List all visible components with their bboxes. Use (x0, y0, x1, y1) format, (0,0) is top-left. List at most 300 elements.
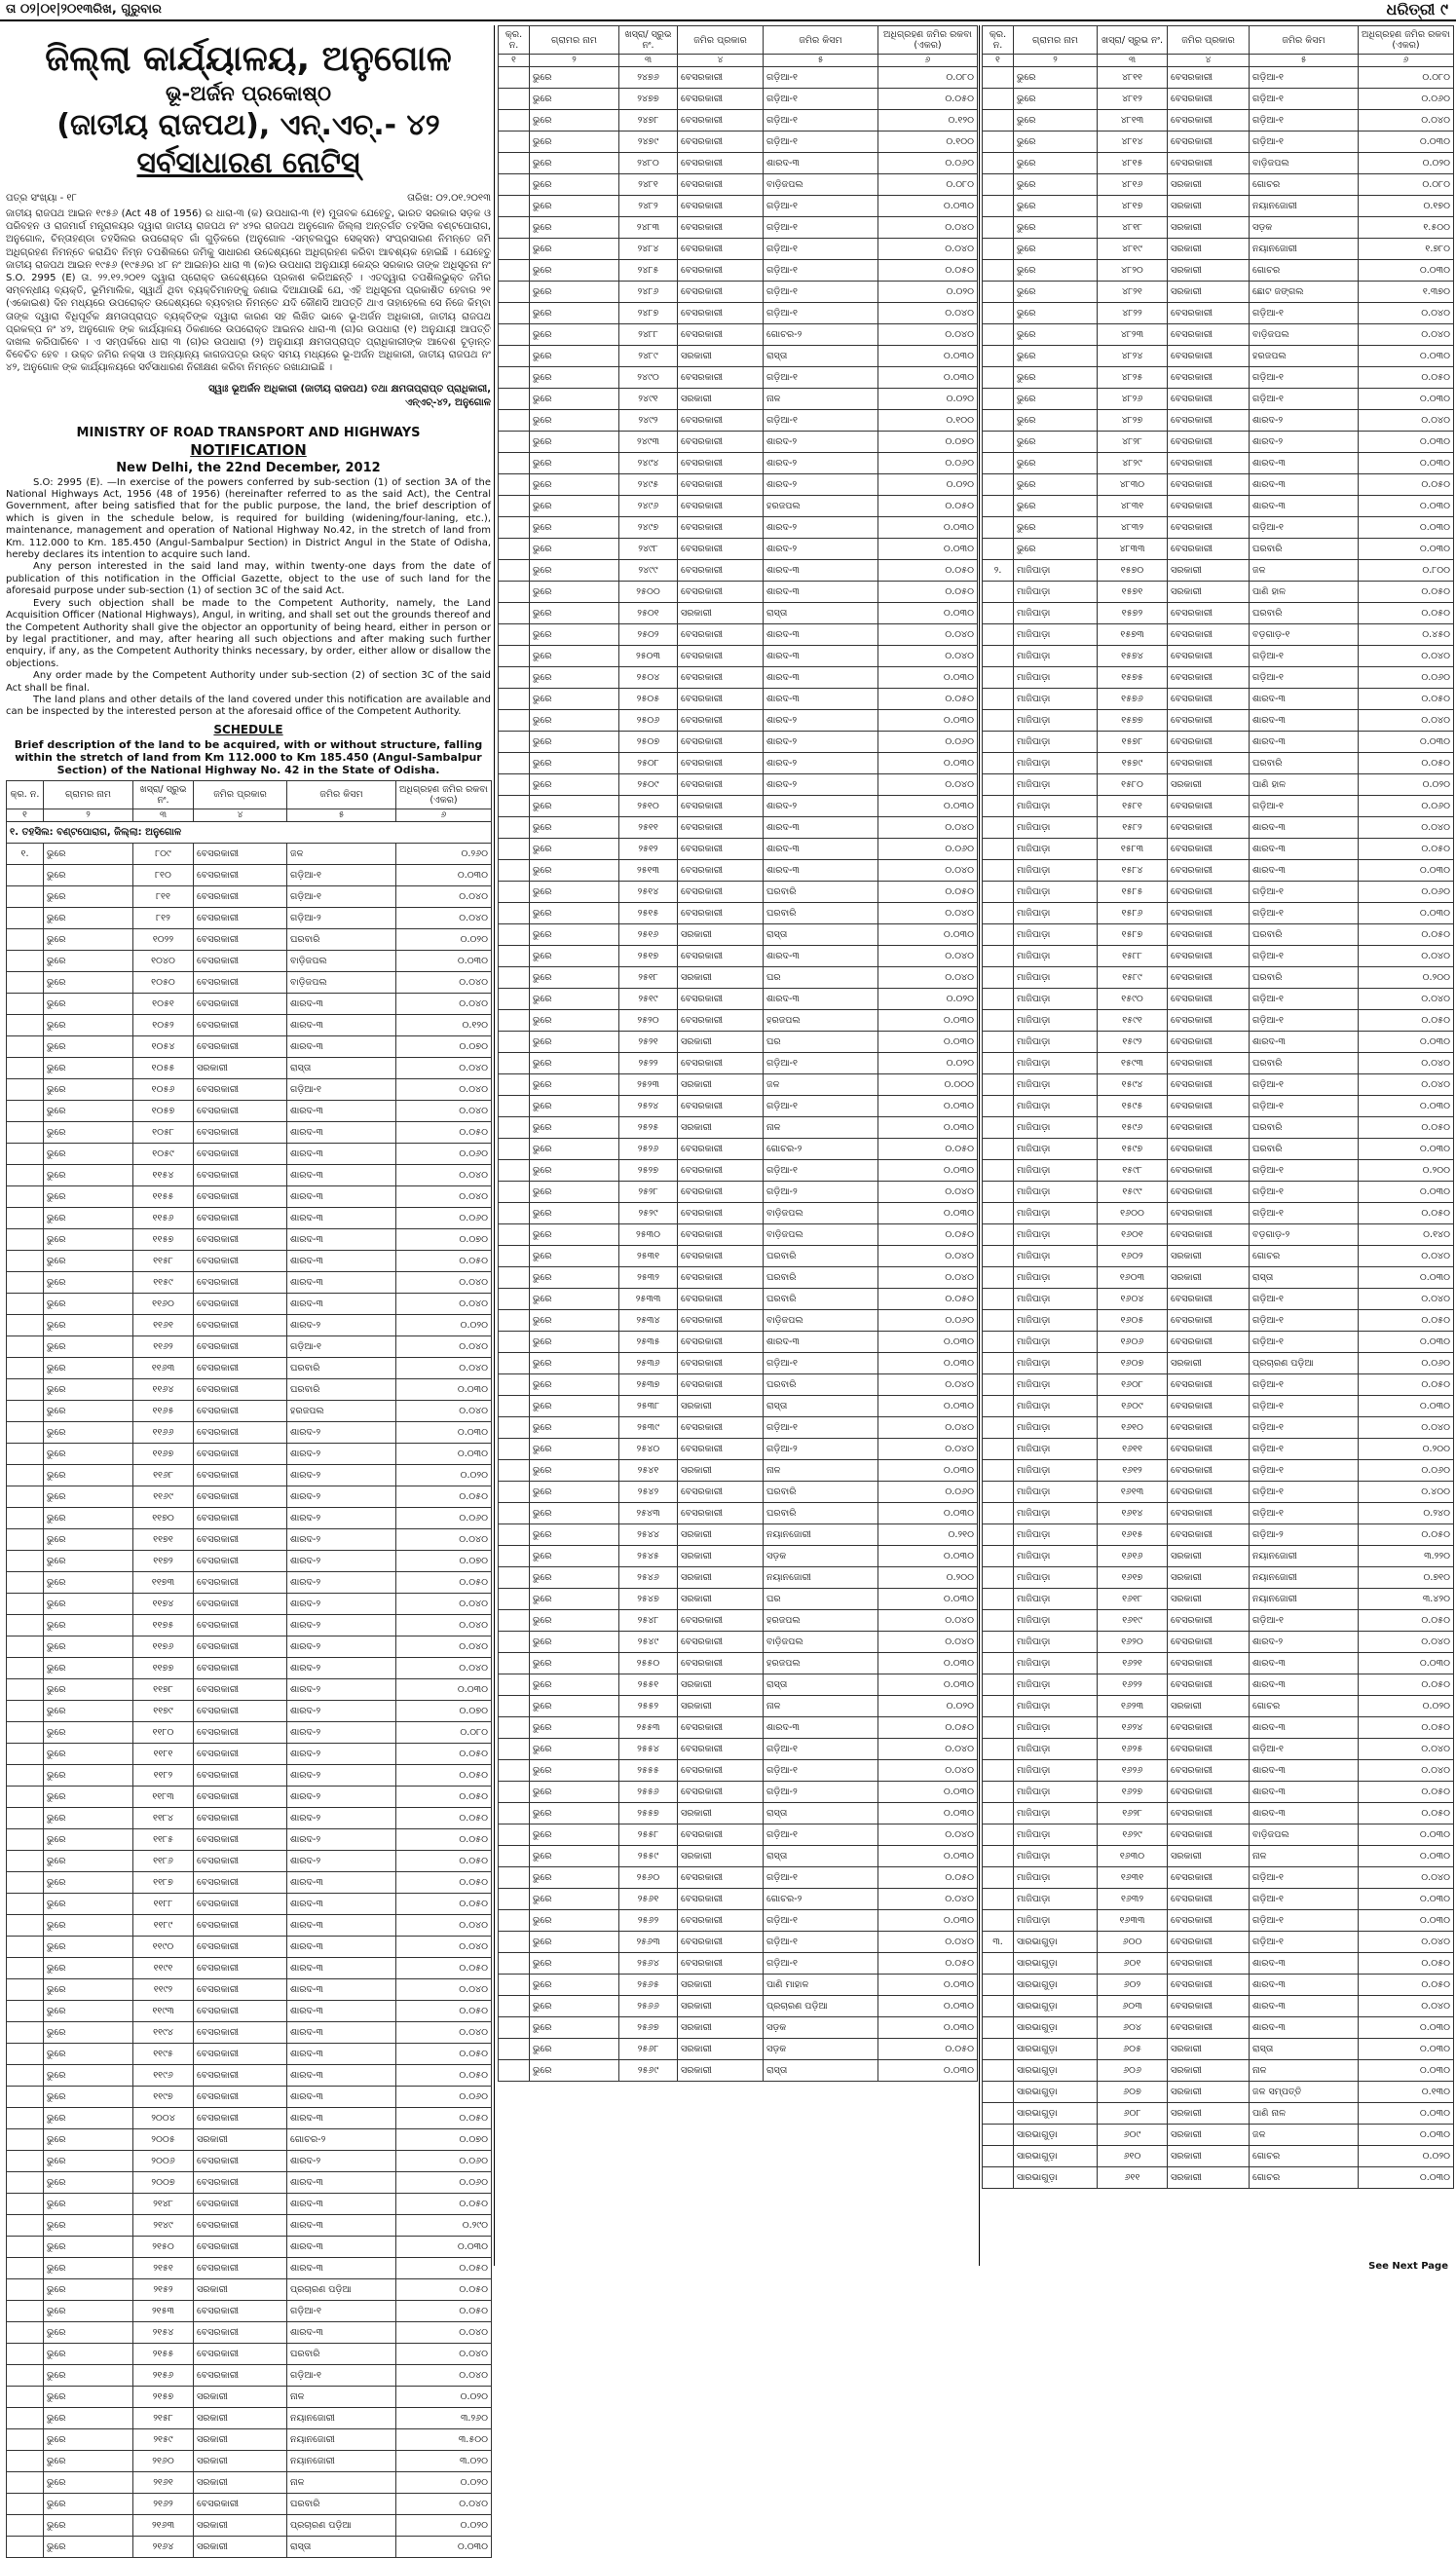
cell-kisam: ଗୋଚର (1250, 1246, 1359, 1267)
table-row (983, 817, 1454, 839)
cell-area: ୦.୨୦୦ (1359, 1160, 1454, 1182)
cell-village: ଭୁରେ (44, 1464, 133, 1486)
cell-village: ଭୁରେ (530, 1889, 619, 1910)
cell-type: ବେସରକାରୀ (194, 2064, 287, 2086)
cell-plot: ୨୫୩୨ (619, 1267, 678, 1289)
cell-area: ୦.୦୫୦ (878, 1224, 978, 1246)
cell-kisam: ଶାରଦ-୩ (287, 1293, 396, 1314)
cell-type: ବେସରକାରୀ (678, 1417, 764, 1439)
cell-sl (983, 282, 1014, 303)
cell-village: ଭୁରେ (44, 1871, 133, 1893)
cell-village: ଭୁରେ (530, 1267, 619, 1289)
cell-type: ବେସରକାରୀ (678, 110, 764, 132)
cell-village: ଭୁରେ (44, 1764, 133, 1786)
cell-kisam: ଶାରଦ-୨ (287, 1700, 396, 1721)
cell-sl (499, 2060, 530, 2082)
cell-area: ୦.୦୬୦ (1359, 1353, 1454, 1374)
cell-plot: ୨୪୮୯ (619, 346, 678, 367)
cell-type: ସରକାରୀ (678, 1589, 764, 1610)
cell-sl (983, 839, 1014, 860)
table-row (7, 1486, 492, 1507)
column-number: ୨ (44, 809, 133, 821)
table-row (499, 796, 978, 817)
cell-plot: ୨୦୦୬ (133, 2150, 194, 2171)
cell-plot: ୧୬୨୫ (1098, 1739, 1168, 1760)
cell-kisam: ପ୍ରଚାରଣ ପଡ଼ିଆ (287, 2278, 396, 2300)
cell-plot: ୬୦୫ (1098, 2039, 1168, 2060)
cell-area: ୦.୦୫୦ (1359, 1524, 1454, 1546)
cell-village: ଭୁରେ (530, 946, 619, 967)
table-row (7, 1614, 492, 1636)
cell-plot: ୨୫୪୧ (619, 1460, 678, 1482)
table-row (983, 2017, 1454, 2039)
column-number: ୨ (530, 55, 619, 67)
table-row (499, 1289, 978, 1310)
cell-area: ୦.୨୦୦ (1359, 1439, 1454, 1460)
cell-area: ୦.୦୩୦ (878, 367, 978, 389)
cell-type: ସରକାରୀ (1168, 1546, 1250, 1567)
cell-type: ବେସରକାରୀ (1168, 1482, 1250, 1503)
cell-sl (983, 1610, 1014, 1632)
cell-village: ଭୁରେ (530, 517, 619, 539)
cell-plot: ୧୬୧୨ (1098, 1460, 1168, 1482)
cell-type: ବେସରକାରୀ (678, 1332, 764, 1353)
cell-plot: ୧୬୦୫ (1098, 1310, 1168, 1332)
cell-kisam: ଶାରଦ-୨ (287, 1443, 396, 1464)
cell-area: ୦.୦୨୦ (396, 2471, 492, 2493)
cell-village: ଭୁରେ (530, 1567, 619, 1589)
cell-sl (7, 1378, 44, 1400)
cell-area: ୦.୦୩୦ (396, 2236, 492, 2257)
cell-plot: ୪୮୩୨ (1098, 517, 1168, 539)
cell-village: ଭୁରେ (44, 1507, 133, 1528)
cell-area: ୦.୦୫୦ (396, 2278, 492, 2300)
cell-type: ସରକାରୀ (678, 1396, 764, 1417)
cell-type: ସରକାରୀ (194, 2386, 287, 2407)
cell-area: ୦.୦୫୦ (878, 689, 978, 710)
cell-village: ମାଜିପାଡ଼ା (1014, 1503, 1098, 1524)
notice-title: ସର୍ବସାଧାରଣ ନୋଟିସ୍ (136, 146, 360, 180)
table-row (983, 839, 1454, 860)
cell-village: ମାଜିପାଡ଼ା (1014, 1203, 1098, 1224)
table-row (499, 67, 978, 89)
cell-area: ୦.୦୪୦ (878, 860, 978, 882)
cell-type: ସରକାରୀ (1168, 1846, 1250, 1867)
cell-area: ୦.୦୪୦ (396, 1100, 492, 1121)
cell-type: ବେସରକାରୀ (1168, 1160, 1250, 1182)
table-row (983, 1739, 1454, 1760)
table-row (983, 2103, 1454, 2125)
cell-plot: ୨୫୨୯ (619, 1203, 678, 1224)
cell-plot: ୨୫୪୪ (619, 1524, 678, 1546)
notification-paragraph: Every such objection shall be made to the Competent Authority, namely, the Land Acquisition Officer (National Highways), Angul, in writing, and shall set out the grounds thereof and the Competent Authority shall give the objector an opportunity of being heard, either in person or by legal practitioner, and may, after hearing all such objections and after making such further enquiry, if any, as the Competent Authority thinks necessary, by order, either allow or disallow the objections. (6, 597, 491, 669)
cell-type: ବେସରକାରୀ (678, 1503, 764, 1524)
page-header (0, 0, 1456, 21)
cell-plot: ୪୮୩୦ (1098, 474, 1168, 496)
cell-sl (7, 1057, 44, 1078)
cell-area: ୦.୦୩୦ (396, 1678, 492, 1700)
cell-type: ବେସରକାରୀ (1168, 667, 1250, 689)
cell-kisam: ଶାରଦ-୩ (287, 2214, 396, 2236)
cell-sl (499, 1096, 530, 1117)
table-row (983, 646, 1454, 667)
cell-plot: ୨୧୫୧ (133, 2257, 194, 2278)
table-row (499, 1417, 978, 1439)
cell-area: ୦.୦୩୦ (1359, 1096, 1454, 1117)
cell-kisam: ଗଡ଼ିଆ-୧ (1250, 667, 1359, 689)
cell-type: ସରକାରୀ (678, 1996, 764, 2017)
cell-village: ଭୁରେ (530, 1589, 619, 1610)
cell-village: ଭୁରେ (530, 1246, 619, 1267)
table-row (7, 1143, 492, 1164)
table-row (499, 624, 978, 646)
cell-sl (7, 1828, 44, 1850)
cell-sl (499, 667, 530, 689)
cell-area: ୦.୦୩୦ (1359, 432, 1454, 453)
table-row (983, 410, 1454, 432)
cell-village: ଭୁରେ (44, 2021, 133, 2043)
table-row (499, 474, 978, 496)
cell-area: ୩.୫୦୦ (396, 2428, 492, 2450)
cell-type: ବେସରକାରୀ (678, 710, 764, 732)
cell-kisam: ଘରବାରି (764, 1267, 878, 1289)
cell-plot: ୨୪୮୦ (619, 153, 678, 174)
cell-kisam: ଶାରଦ-୩ (764, 689, 878, 710)
table-row (983, 1439, 1454, 1460)
cell-village: ଭୁରେ (530, 2060, 619, 2082)
cell-sl (499, 710, 530, 732)
cell-kisam: ଗୋଚର-୨ (764, 324, 878, 346)
cell-village: ଭୁରେ (530, 1739, 619, 1760)
cell-type: ବେସରକାରୀ (678, 1374, 764, 1396)
table-row (7, 2086, 492, 2107)
cell-plot: ୨୧୪୮ (133, 2193, 194, 2214)
cell-kisam: ଶାରଦ-୩ (1250, 1953, 1359, 1975)
cell-village: ଭୁରେ (44, 1100, 133, 1121)
table-row (7, 864, 492, 885)
cell-kisam: ରାସ୍ତା (764, 346, 878, 367)
cell-area: ୦.୦୩୦ (1359, 2039, 1454, 2060)
cell-kisam: ବାଡ଼ିଜପଲ (764, 1310, 878, 1332)
table-row (499, 967, 978, 989)
cell-plot: ୧୧୮୩ (133, 1786, 194, 1807)
schedule-table-left (6, 780, 492, 2558)
cell-sl (7, 2493, 44, 2514)
cell-kisam: ରାସ୍ତା (1250, 2039, 1359, 2060)
cell-sl (499, 946, 530, 967)
cell-plot: ୧୧୬୬ (133, 1421, 194, 1443)
cell-village: ଭୁରେ (1014, 517, 1098, 539)
cell-type: ବେସରକାରୀ (1168, 2017, 1250, 2039)
cell-type: ବେସରକାରୀ (194, 2193, 287, 2214)
cell-sl (7, 2407, 44, 2428)
cell-sl (983, 1589, 1014, 1610)
cell-sl (983, 496, 1014, 517)
cell-area: ୦.୦୫୦ (396, 2193, 492, 2214)
cell-kisam: ଶାରଦ-୩ (287, 2086, 396, 2107)
section-row (7, 821, 492, 843)
column-number: ୨ (1014, 55, 1098, 67)
cell-sl (499, 603, 530, 624)
cell-area: ୦.୦୪୦ (878, 1889, 978, 1910)
cell-sl (499, 1653, 530, 1674)
cell-plot: ୧୬୨୧ (1098, 1653, 1168, 1674)
table-row (983, 860, 1454, 882)
cell-area: ୦.୦୫୦ (1359, 1310, 1454, 1332)
cell-kisam: ଗଡ଼ିଆ-୧ (1250, 1160, 1359, 1182)
cell-sl (7, 1185, 44, 1207)
table-row (499, 732, 978, 753)
cell-plot: ୨୧୫୩ (133, 2300, 194, 2321)
table-row (499, 1160, 978, 1182)
cell-sl (7, 1035, 44, 1057)
cell-area: ୦.୦୪୦ (1359, 1289, 1454, 1310)
cell-kisam: ଶାରଦ-୨ (764, 710, 878, 732)
column-number: ୩ (133, 809, 194, 821)
cell-sl (499, 1289, 530, 1310)
cell-kisam: ଶାରଦ-୩ (287, 2171, 396, 2193)
cell-sl (499, 1439, 530, 1460)
cell-type: ବେସରକାରୀ (678, 1782, 764, 1803)
table-row (7, 1443, 492, 1464)
cell-sl: ୩. (983, 1932, 1014, 1953)
table-row (7, 1893, 492, 1914)
table-row (983, 1632, 1454, 1653)
cell-type: ବେସରକାରୀ (678, 517, 764, 539)
cell-village: ଭୁରେ (530, 367, 619, 389)
cell-area: ୦.୦୩୦ (1359, 1332, 1454, 1353)
cell-kisam: ଶାରଦ-୩ (287, 1121, 396, 1143)
cell-village: ଭୁରେ (1014, 239, 1098, 260)
cell-type: ବେସରକାରୀ (194, 1850, 287, 1871)
cell-sl (7, 2236, 44, 2257)
cell-kisam: ଶାରଦ-୨ (1250, 1632, 1359, 1653)
cell-area: ୦.୦୩୦ (878, 196, 978, 217)
cell-plot: ୨୪୯୭ (619, 517, 678, 539)
cell-plot: ୨୪୯୦ (619, 367, 678, 389)
cell-sl (7, 2128, 44, 2150)
cell-area: ୦.୦୩୦ (1359, 1139, 1454, 1160)
cell-sl (983, 2082, 1014, 2103)
cell-plot: ୨୧୫୫ (133, 2343, 194, 2364)
cell-plot: ୨୫୨୭ (619, 1160, 678, 1182)
cell-kisam: ଶାରଦ-୩ (1250, 2017, 1359, 2039)
cell-plot: ୪୮୧୫ (1098, 153, 1168, 174)
table-row (499, 1696, 978, 1717)
cell-kisam: ଗୋଚର-୨ (764, 1889, 878, 1910)
cell-kisam: ବଡ଼ଗାଡ଼-୨ (1250, 1224, 1359, 1246)
cell-kisam: ଶାରଦ-୨ (287, 1507, 396, 1528)
cell-type: ବେସରକାରୀ (678, 774, 764, 796)
cell-sl (983, 1160, 1014, 1182)
cell-village: ଭୁରେ (530, 1653, 619, 1674)
cell-kisam: ରାସ୍ତା (764, 603, 878, 624)
cell-plot: ୧୦୫୦ (133, 971, 194, 993)
cell-kisam: ଗଡ଼ିଆ-୧ (1250, 1332, 1359, 1353)
cell-type: ସରକାରୀ (678, 1567, 764, 1589)
cell-type: ସରକାରୀ (1168, 2082, 1250, 2103)
cell-plot: ୮୦୯ (133, 843, 194, 864)
cell-type: ବେସରକାରୀ (678, 1482, 764, 1503)
cell-sl (499, 453, 530, 474)
cell-kisam: ଘରବାରି (1250, 924, 1359, 946)
table-row (983, 346, 1454, 367)
cell-plot: ୧୫୭୮ (1098, 732, 1168, 753)
cell-plot: ୨୫୬୩ (619, 1932, 678, 1953)
cell-type: ବେସରକାରୀ (678, 1932, 764, 1953)
cell-area: ୦.୦୪୦ (878, 324, 978, 346)
cell-kisam: ନାଳ (764, 389, 878, 410)
cell-kisam: ଜଳ (287, 843, 396, 864)
table-row (983, 1032, 1454, 1053)
cell-plot: ୧୫୮୯ (1098, 967, 1168, 989)
table-row (7, 1250, 492, 1271)
cell-village: ମାଜିପାଡ଼ା (1014, 1460, 1098, 1482)
table-row (7, 1657, 492, 1678)
cell-area: ୦.୦୫୦ (1359, 1975, 1454, 1996)
cell-kisam: ଶାରଦ-୨ (287, 1786, 396, 1807)
cell-type: ସରକାରୀ (194, 2428, 287, 2450)
cell-kisam: ଶାରଦ-୩ (287, 1914, 396, 1936)
cell-kisam: ରାସ୍ତା (287, 1057, 396, 1078)
table-row (7, 1850, 492, 1871)
cell-kisam: ଗୋଚର (1250, 1696, 1359, 1717)
table-row (7, 2171, 492, 2193)
cell-plot: ୨୫୧୧ (619, 817, 678, 839)
cell-kisam: ଗଡ଼ିଆ-୧ (764, 1910, 878, 1932)
cell-sl (983, 1139, 1014, 1160)
cell-area: ୦.୦୫୦ (878, 882, 978, 903)
ministry-title: MINISTRY OF ROAD TRANSPORT AND HIGHWAYS (76, 425, 421, 440)
table-row (499, 989, 978, 1010)
cell-kisam: ଶାରଦ-୨ (764, 774, 878, 796)
cell-village: ମାଜିପାଡ଼ା (1014, 1632, 1098, 1653)
cell-sl (499, 174, 530, 196)
cell-type: ବେସରକାରୀ (194, 1378, 287, 1400)
cell-kisam: ଗଡ଼ିଆ-୧ (1250, 1417, 1359, 1439)
cell-kisam: ଶାରଦ-୨ (287, 1571, 396, 1593)
cell-plot: ୧୬୩୧ (1098, 1867, 1168, 1889)
cell-area: ୦.୦୩୦ (878, 796, 978, 817)
cell-village: ଭୁରେ (530, 1910, 619, 1932)
cell-kisam: ଶାରଦ-୩ (1250, 1803, 1359, 1824)
table-row (983, 1932, 1454, 1953)
cell-village: ଭୁରେ (530, 1439, 619, 1460)
cell-type: ବେସରକାରୀ (194, 971, 287, 993)
cell-area: ୦.୦୩୦ (878, 2017, 978, 2039)
cell-area: ୦.୦୫୦ (396, 1893, 492, 1914)
cell-village: ଭୁରେ (530, 2039, 619, 2060)
table-row (7, 2428, 492, 2450)
table-row (983, 989, 1454, 1010)
cell-area: ୦.୦୪୦ (1359, 303, 1454, 324)
cell-plot: ୧୧୫୯ (133, 1271, 194, 1293)
cell-kisam: ଗଡ଼ିଆ-୧ (1250, 1889, 1359, 1910)
column-header-type: ଜମିର ପ୍ରକାର (1168, 26, 1250, 55)
table-row (7, 2150, 492, 2171)
cell-sl (499, 2017, 530, 2039)
table-row (499, 110, 978, 132)
cell-area: ୦.୦୩୦ (396, 2536, 492, 2557)
cell-plot: ୧୧୮୨ (133, 1764, 194, 1786)
cell-village: ଭୁରେ (1014, 432, 1098, 453)
cell-village: ଭୁରେ (530, 796, 619, 817)
cell-plot: ୧୧୬୧ (133, 1314, 194, 1335)
cell-sl (983, 2103, 1014, 2125)
column-number: ୧ (7, 809, 44, 821)
table-row (983, 689, 1454, 710)
cell-sl (499, 1053, 530, 1074)
cell-kisam: ଗଡ଼ିଆ-୧ (764, 1353, 878, 1374)
table-row (499, 603, 978, 624)
cell-sl (7, 1293, 44, 1314)
table-row (499, 174, 978, 196)
cell-village: ଭୁରେ (530, 153, 619, 174)
cell-village: ସାରଭାଗୁଡ଼ା (1014, 2125, 1098, 2146)
table-row (983, 1674, 1454, 1696)
cell-area: ୦.୦୩୦ (878, 603, 978, 624)
cell-sl (499, 732, 530, 753)
cell-plot: ୨୫୫୭ (619, 1803, 678, 1824)
cell-sl (499, 1760, 530, 1782)
table-row (499, 1589, 978, 1610)
table-row (983, 2125, 1454, 2146)
cell-plot: ୧୫୭୩ (1098, 624, 1168, 646)
cell-sl (983, 174, 1014, 196)
cell-kisam: ଘରବାରି (1250, 603, 1359, 624)
cell-plot: ୧୧୭୭ (133, 1657, 194, 1678)
table-row (7, 1293, 492, 1314)
cell-type: ବେସରକାରୀ (678, 817, 764, 839)
cell-sl (983, 1417, 1014, 1439)
table-row (7, 1593, 492, 1614)
cell-plot: ୧୫୯୭ (1098, 1139, 1168, 1160)
cell-sl (7, 1871, 44, 1893)
cell-plot: ୨୫୩୩ (619, 1289, 678, 1310)
cell-sl (983, 303, 1014, 324)
cell-sl (7, 1743, 44, 1764)
cell-plot: ୧୧୫୮ (133, 1250, 194, 1271)
cell-sl (983, 1396, 1014, 1417)
cell-plot: ୧୬୩୩ (1098, 1910, 1168, 1932)
cell-plot: ୨୫୦୯ (619, 774, 678, 796)
cell-type: ସରକାରୀ (1168, 1696, 1250, 1717)
cell-kisam: ନାଳ (1250, 2060, 1359, 2082)
cell-type: ବେସରକାରୀ (678, 432, 764, 453)
table-row (983, 946, 1454, 967)
cell-area: ୦.୦୫୦ (1359, 1203, 1454, 1224)
cell-type: ବେସରକାରୀ (1168, 1332, 1250, 1353)
table-row (983, 1139, 1454, 1160)
cell-plot: ୪୮୨୧ (1098, 282, 1168, 303)
table-row (499, 1396, 978, 1417)
cell-area: ୦.୦୬୦ (1359, 89, 1454, 110)
cell-kisam: ଜଳ ସମ୍ପତ୍ତି (1250, 2082, 1359, 2103)
cell-plot: ୨୫୦୦ (619, 582, 678, 603)
cell-sl (499, 282, 530, 303)
cell-village: ଭୁରେ (530, 882, 619, 903)
cell-area: ୦.୦୫୦ (396, 1250, 492, 1271)
column-number: ୫ (764, 55, 878, 67)
column-header-kisam: ଜମିର କିସମ (764, 26, 878, 55)
cell-sl (499, 1739, 530, 1760)
cell-plot: ୨୪୭୭ (619, 89, 678, 110)
cell-village: ମାଜିପାଡ଼ା (1014, 1589, 1098, 1610)
cell-type: ବେସରକାରୀ (194, 1357, 287, 1378)
cell-type: ବେସରକାରୀ (678, 153, 764, 174)
cell-type: ସରକାରୀ (1168, 1353, 1250, 1374)
cell-sl (7, 928, 44, 950)
